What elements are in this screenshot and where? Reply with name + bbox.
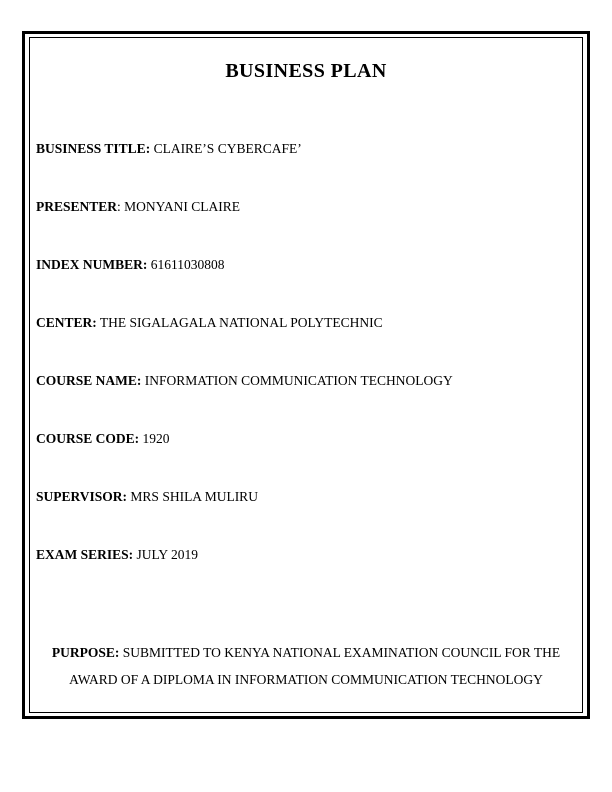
cover-field-label: CENTER xyxy=(36,315,93,330)
purpose-text: SUBMITTED TO KENYA NATIONAL EXAMINATION COUNCIL FOR THE AWARD OF A DIPLOMA IN INFORMATION COMMUNICATION TECHNOLOGY xyxy=(69,645,561,687)
cover-field-label: SUPERVISOR xyxy=(36,489,123,504)
cover-field-value: 61611030808 xyxy=(147,257,225,272)
cover-field-label: INDEX NUMBER xyxy=(36,257,143,272)
cover-field-value: INFORMATION COMMUNICATION TECHNOLOGY xyxy=(141,373,453,388)
cover-field-label: BUSINESS TITLE xyxy=(36,141,146,156)
cover-field-separator: : xyxy=(136,373,142,388)
cover-field-value: MRS SHILA MULIRU xyxy=(127,489,258,504)
cover-field-row xyxy=(36,257,576,315)
cover-field-row xyxy=(36,373,576,431)
cover-field-separator: : xyxy=(122,489,128,504)
cover-field-separator: : xyxy=(145,141,151,156)
cover-field-label: COURSE CODE xyxy=(36,431,135,446)
cover-field-separator: : xyxy=(134,431,140,446)
purpose-label: PURPOSE: xyxy=(51,645,120,660)
cover-field-value: THE SIGALAGALA NATIONAL POLYTECHNIC xyxy=(96,315,383,330)
cover-field-list xyxy=(36,141,576,605)
cover-field-value: CLAIRE’S CYBERCAFE’ xyxy=(150,141,302,156)
cover-field-row xyxy=(36,547,576,605)
cover-field-separator: : xyxy=(128,547,134,562)
cover-field-value: 1920 xyxy=(139,431,170,446)
cover-field-label: PRESENTER xyxy=(36,199,118,214)
document-page xyxy=(29,37,583,713)
cover-field-separator: : xyxy=(117,199,121,214)
cover-field-separator: : xyxy=(92,315,97,330)
page-title: BUSINESS PLAN xyxy=(225,60,387,82)
cover-field-row xyxy=(36,141,576,199)
purpose-block xyxy=(35,639,577,693)
cover-field-row xyxy=(36,431,576,489)
cover-field-value: MONYANI CLAIRE xyxy=(120,199,241,214)
cover-field-label: EXAM SERIES xyxy=(36,547,129,562)
cover-field-row xyxy=(36,489,576,547)
cover-field-value: JULY 2019 xyxy=(133,547,199,562)
cover-field-row xyxy=(36,199,576,257)
cover-field-separator: : xyxy=(142,257,148,272)
cover-field-row xyxy=(36,315,576,373)
cover-field-label: COURSE NAME xyxy=(36,373,137,388)
